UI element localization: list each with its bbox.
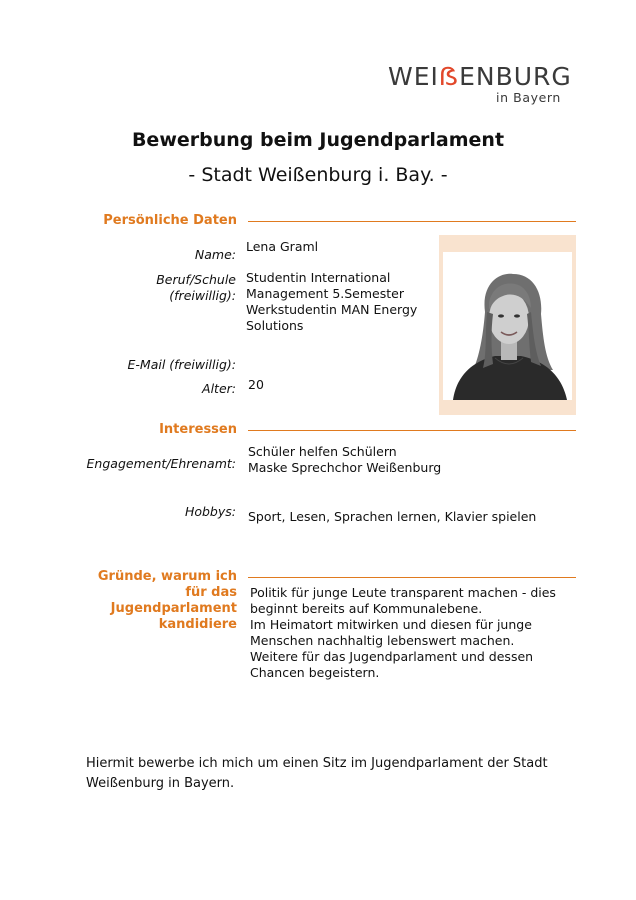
reasons-line: Weitere für das Jugendparlament und dessen — [250, 649, 534, 664]
reasons-line: beginnt bereits auf Kommunalebene. — [250, 601, 483, 616]
reasons-heading-line: Jugendparlament — [110, 601, 237, 616]
engagement-value — [248, 444, 441, 476]
section-heading-personal: Persönliche Daten — [103, 213, 237, 228]
job-line: Solutions — [246, 318, 304, 333]
closing-statement: Hiermit bewerbe ich mich um einen Sitz im Jugendparlament der Stadt Weißenburg in Bayern. — [86, 756, 548, 791]
reasons-text — [250, 585, 556, 681]
page-subtitle: - Stadt Weißenburg i. Bay. - — [188, 164, 448, 186]
reasons-heading-line: kandidiere — [158, 617, 237, 632]
name-value: Lena Graml — [246, 239, 319, 254]
page-title: Bewerbung beim Jugendparlament — [131, 129, 505, 151]
section-divider-interests — [248, 430, 576, 431]
logo-accent-letter: ẞ — [438, 62, 460, 91]
job-label: Beruf/Schule — [156, 272, 236, 287]
reasons-line: Im Heimatort mitwirken und diesen für junge — [250, 617, 532, 632]
job-value — [246, 270, 417, 334]
engagement-line: Maske Sprechchor Weißenburg — [248, 460, 442, 475]
engagement-label: Engagement/Ehrenamt: — [86, 456, 236, 471]
email-label: E-Mail (freiwillig): — [127, 357, 236, 372]
section-heading-interests: Interessen — [159, 422, 237, 437]
job-line: Werkstudentin MAN Energy — [246, 302, 418, 317]
age-label: Alter: — [202, 381, 236, 396]
reasons-line: Politik für junge Leute transparent machen - dies — [250, 585, 556, 600]
reasons-heading-line: Gründe, warum ich — [97, 569, 237, 584]
hobbies-value: Sport, Lesen, Sprachen lernen, Klavier spielen — [248, 509, 537, 524]
reasons-line: Chancen begeistern. — [250, 665, 380, 680]
applicant-photo — [443, 252, 572, 400]
section-divider-reasons — [248, 577, 576, 578]
job-label-optional: (freiwillig): — [169, 288, 236, 303]
reasons-line: Menschen nachhaltig lebenswert machen. — [250, 633, 515, 648]
job-line: Studentin International — [246, 270, 391, 285]
reasons-heading-line: für das — [185, 585, 237, 600]
age-value: 20 — [248, 377, 264, 392]
hobbies-label: Hobbys: — [184, 504, 236, 519]
job-line: Management 5.Semester — [246, 286, 404, 301]
logo-subtitle: in Bayern — [496, 90, 561, 105]
logo-wordmark: WEIẞENBURG — [388, 62, 572, 91]
engagement-line: Schüler helfen Schülern — [248, 444, 397, 459]
name-label: Name: — [194, 247, 236, 262]
section-divider-personal — [248, 221, 576, 222]
section-heading-reasons — [80, 569, 237, 633]
